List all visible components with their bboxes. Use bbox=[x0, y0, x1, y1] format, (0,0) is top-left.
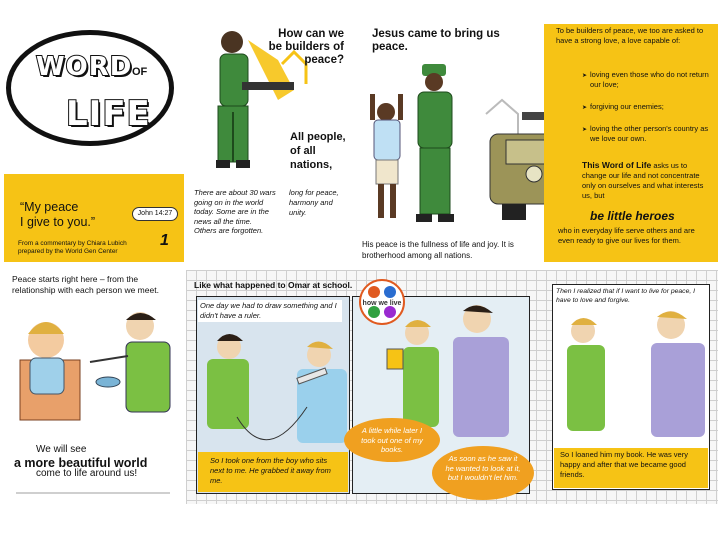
credit-line-1: From a commentary by Chiara Lubich bbox=[18, 240, 127, 247]
word-of-life-text bbox=[582, 160, 712, 201]
boy-hands-up bbox=[370, 94, 403, 218]
soldier-right bbox=[416, 64, 454, 222]
word-of-life-bold: This Word of Life bbox=[582, 160, 652, 170]
quote-line-2: I give to you.” bbox=[20, 215, 96, 229]
peace-starts-text: Peace starts right here – from the relationship with each person we meet. bbox=[12, 274, 159, 295]
love-item-2: ➤ forgiving our enemies; bbox=[590, 102, 714, 112]
we-will-see: We will see bbox=[36, 444, 87, 455]
serve-others-text: who in everyday life serve others and are even ready to give our lives for them. bbox=[558, 226, 695, 245]
caption-long-for-peace: long for peace, harmony and unity. bbox=[289, 188, 339, 217]
credit bbox=[18, 240, 168, 256]
panel-1-caption-top: One day we had to draw something and I didn't have a ruler. bbox=[198, 300, 342, 322]
scripture-reference: John 14:27 bbox=[132, 207, 178, 221]
page-number: 1 bbox=[160, 232, 169, 249]
panel-3-caption-top: Then I realized that if I want to live for peace, I have to love and forgive. bbox=[554, 286, 704, 306]
title-word: WORD bbox=[36, 52, 133, 82]
love-item-1: ➤ loving even those who do not return our love; bbox=[590, 70, 714, 90]
divider bbox=[16, 492, 170, 494]
quote bbox=[20, 200, 130, 230]
heading-all-people: All people, of all nations, bbox=[290, 131, 346, 171]
more-beautiful-world: a more beautiful world bbox=[14, 456, 148, 470]
feeding-illustration bbox=[10, 300, 178, 436]
little-heroes: be little heroes bbox=[590, 209, 675, 223]
caption-wars: There are about 30 wars going on in the world today. Some are in the news all the time. Others are forgotten. bbox=[194, 188, 276, 235]
speech-bubble-1: A little while later I took out one of my books. bbox=[344, 418, 440, 462]
badge-text: how we live bbox=[362, 300, 402, 307]
heading-builders-of-peace: How can we be builders of peace? bbox=[268, 28, 344, 66]
word-of-life-rest: asks us to change our life and not concentrate only on ourselves and what interests us, but bbox=[582, 161, 704, 200]
heading-jesus-came: Jesus came to bring us peace. bbox=[372, 28, 500, 53]
yellow-intro: To be builders of peace, we too are asked to have a strong love, a love capable of: bbox=[556, 26, 704, 45]
title-of: OF bbox=[132, 66, 148, 78]
panel-1-caption-bottom: So I took one from the boy who sits next to me. He grabbed it away from me. bbox=[198, 452, 348, 492]
title-life: LIFE bbox=[66, 94, 151, 134]
credit-line-2: prepared by the World Gen Center bbox=[18, 248, 118, 255]
comic-title: Like what happened to Omar at school. bbox=[194, 280, 353, 290]
panel-3-caption-bottom: So I loaned him my book. He was very happy and after that we became good friends. bbox=[554, 448, 708, 488]
how-we-live-badge bbox=[352, 274, 410, 328]
come-to-life: come to life around us! bbox=[36, 468, 138, 479]
quote-line-1: “My peace bbox=[20, 200, 79, 214]
caption-fullness: His peace is the fullness of life and joy. It is brotherhood among all nations. bbox=[362, 240, 514, 260]
speech-bubble-2: As soon as he saw it he wanted to look at it, but I wouldn't let him. bbox=[432, 446, 534, 500]
love-item-3: ➤ loving the other person's country as we love our own. bbox=[590, 124, 714, 144]
